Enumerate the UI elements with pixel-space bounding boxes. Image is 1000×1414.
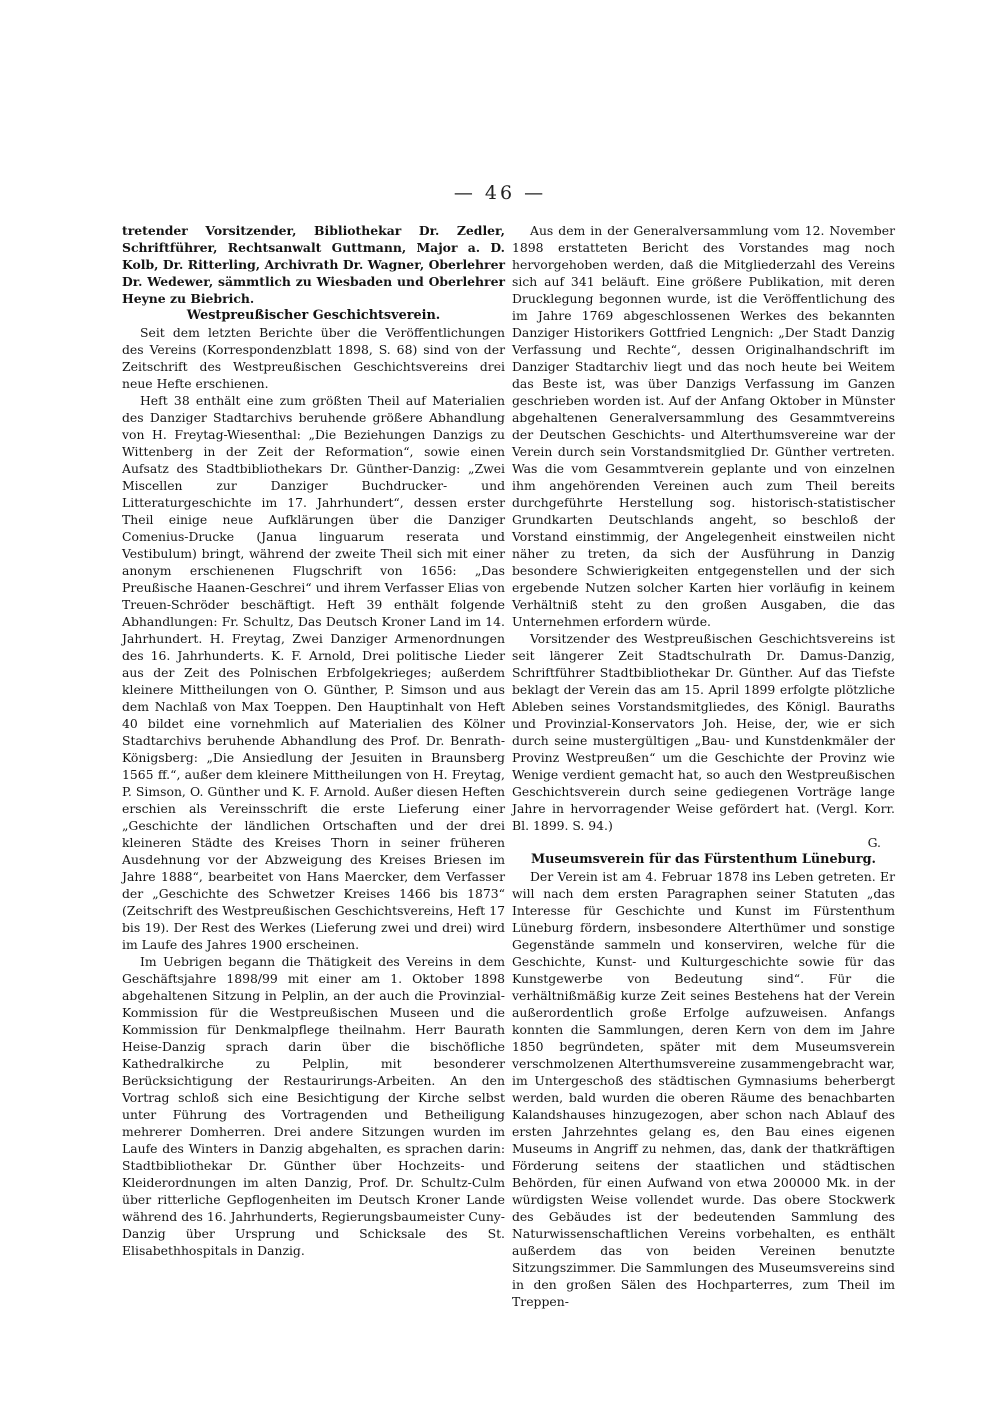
- right-column: [512, 222, 895, 1310]
- paragraph: Vorsitzender des Westpreußischen Geschichtsvereins ist seit längerer Zeit Stadtschulrath Dr. Damus-Danzig, Schriftführer Stadtbibliothekar Dr. Günther. Auf das Tiefste beklagt der Verein das am 15. April 1899 erfolgte plötzliche Ableben seines Vorstandsmitgliedes, des Königl. Bauraths und Provinzial-Konservators Joh. Heise, der, wie er sich durch seine mustergültigen „Bau- und Kunstdenkmäler der Provinz Westpreußen“ um die Geschichte der Provinz wie Wenige verdient gemacht hat, so auch den Westpreußischen Geschichtsverein durch seine gediegenen Vorträge lange Jahre in hervorragender Weise gefördert hat. (Vergl. Korr. Bl. 1899. S. 94.): [512, 631, 895, 833]
- paragraph: Heft 38 enthält eine zum größten Theil auf Materialien des Danziger Stadtarchivs beruhende größere Abhandlung von H. Freytag-Wiesenthal: „Die Beziehungen Danzigs zu Wittenberg in der Zeit der Reformation“, sowie einen Aufsatz des Stadtbibliothekars Dr. Günther-Danzig: „Zwei Miscellen zur Danziger Buchdrucker- und Litteraturgeschichte im 17. Jahrhundert“, dessen erster Theil einige neue Aufklärungen über die Danziger Comenius-Drucke (Janua linguarum reserata und Vestibulum) bringt, während der zweite Theil sich mit einer anonym erschienenen Flugschrift von 1656: „Das Preußische Haanen-Geschrei“ und ihrem Verfasser Elias von Treuen-Schröder beschäftigt. Heft 39 enthält folgende Abhandlungen: Fr. Schultz, Das Deutsch Kroner Land im 14. Jahrhundert. H. Freytag, Zwei Danziger Armenordnungen des 16. Jahrhunderts. K. F. Arnold, Drei politische Lieder aus der Zeit des Polnischen Erbfolgekrieges; außerdem kleinere Mittheilungen von O. Günther, P. Simson und aus dem Nachlaß von Max Toeppen. Den Hauptinhalt von Heft 40 bildet eine vornehmlich auf Materialien des Kölner Stadtarchivs beruhende Abhandlung des Prof. Dr. Benrath-Königsberg: „Die Ansiedlung der Jesuiten in Braunsberg 1565 ff.“, außer dem kleinere Mittheilungen von H. Freytag, P. Simson, O. Günther und K. F. Arnold. Außer diesen Heften erschien als Vereinsschrift die erste Lieferung einer „Geschichte der ländlichen Ortschaften und der drei kleineren Städte des Kreises Thorn in seiner früheren Ausdehnung vor der Abzweigung des Kreises Briesen im Jahre 1888“, bearbeitet von Hans Maercker, dem Verfasser der „Geschichte des Schwetzer Kreises 1466 bis 1873“ (Zeitschrift des Westpreußischen Geschichtsvereins, Heft 17 bis 19). Der Rest des Werkes (Lieferung zwei und drei) wird im Laufe des Jahres 1900 erscheinen.: [122, 393, 505, 952]
- section-heading-museumsverein: Museumsverein für das Fürstenthum Lüneburg.: [531, 852, 876, 867]
- section-heading-westpreussischer: Westpreußischer Geschichtsverein.: [186, 308, 441, 323]
- paragraph: Aus dem in der Generalversammlung vom 12. November 1898 erstatteten Bericht des Vorstandes mag noch hervorgehoben werden, daß die Mitgliederzahl des Vereins sich auf 341 beläuft. Eine größere Publikation, mit deren Drucklegung begonnen wurde, ist die Veröffentlichung des im Jahre 1769 abgeschlossenen Werkes des bekannten Danziger Historikers Gottfried Lengnich: „Der Stadt Danzig Verfassung und Rechte“, dessen Originalhandschrift im Danziger Stadtarchiv liegt und das noch heute bei Weitem das Beste ist, was über Danzigs Verfassung im Ganzen geschrieben worden ist. Auf der Anfang Oktober in Münster abgehaltenen Generalversammlung des Gesammtvereins der Deutschen Geschichts- und Alterthumsvereine war der Verein durch sein Vorstandsmitglied Dr. Günther vertreten. Was die vom Gesammtverein geplante und von einzelnen ihm angehörenden Vereinen auch zum Theil bereits durchgeführte Herstellung sog. historisch-statistischer Grundkarten Deutschlands angeht, so beschloß der Vorstand einstimmig, der Angelegenheit einstweilen nicht näher zu treten, da sich der Ausführung in Danzig besondere Schwierigkeiten entgegenstellen und der sich ergebende Nutzen solcher Karten hier vorläufig in keinem Verhältniß steht zu den großen Ausgaben, die das Unternehmen erfordern würde.: [512, 223, 895, 629]
- intro-paragraph: tretender Vorsitzender, Bibliothekar Dr. Zedler, Schriftführer, Rechtsanwalt Guttmann, Major a. D. Kolb, Dr. Ritterling, Archivrath Dr. Wagner, Oberlehrer Dr. Wedewer, sämmtlich zu Wiesbaden und Oberlehrer Heyne zu Biebrich.: [122, 223, 505, 306]
- left-column: [122, 222, 505, 1259]
- paragraph: Der Verein ist am 4. Februar 1878 ins Leben getreten. Er will nach dem ersten Paragraphen seiner Statuten „das Interesse für Geschichte und Kunst im Fürstenthum Lüneburg fördern, insbesondere Alterthümer und sonstige Gegenstände sammeln und konserviren, welche für die Geschichte, Kunst- und Kulturgeschichte sowie für das Kunstgewerbe von Bedeutung sind“. Für die verhältnißmäßig kurze Zeit seines Bestehens hat der Verein außerordentlich große Erfolge aufzuweisen. Anfangs konnten die Sammlungen, deren Kern von dem im Jahre 1850 begründeten, später mit dem Museumsverein verschmolzenen Alterthumsvereine zusammengebracht war, im Untergeschoß des städtischen Gymnasiums beherbergt werden, bald wurden die oberen Räume des benachbarten Kalandshauses hinzugezogen, aber schon nach Ablauf des ersten Jahrzehntes gelang es, den Bau eines eigenen Museums in Angriff zu nehmen, das, dank der thatkräftigen Förderung seitens der staatlichen und städtischen Behörden, für einen Aufwand von etwa 200000 Mk. in der würdigsten Weise vollendet wurde. Das obere Stockwerk des Gebäudes ist der bedeutenden Sammlung des Naturwissenschaftlichen Vereins vorbehalten, es enthält außerdem das von beiden Vereinen benutzte Sitzungszimmer. Die Sammlungen des Museumsvereins sind in den großen Sälen des Hochparterres, zum Theil im Treppen-: [512, 869, 895, 1309]
- paragraph: Seit dem letzten Berichte über die Veröffentlichungen des Vereins (Korrespondenzblatt 1898, S. 68) sind von der Zeitschrift des Westpreußischen Geschichtsvereins drei neue Hefte erschienen.: [122, 325, 505, 391]
- author-signature: G.: [867, 835, 881, 850]
- paragraph: Im Uebrigen begann die Thätigkeit des Vereins in dem Geschäftsjahre 1898/99 mit einer am 1. Oktober 1898 abgehaltenen Sitzung in Pelplin, an der auch die Provinzial-Kommission für die Westpreußischen Museen und die Kommission für Denkmalpflege theilnahm. Herr Baurath Heise-Danzig sprach darin über die bischöfliche Kathedralkirche zu Pelplin, mit besonderer Berücksichtigung der Restaurirungs-Arbeiten. An den Vortrag schloß sich eine Besichtigung der Kirche selbst unter Führung des Vortragenden und Betheiligung mehrerer Domherren. Drei andere Sitzungen wurden im Laufe des Winters in Danzig abgehalten, es sprachen darin: Stadtbibliothekar Dr. Günther über Hochzeits- und Kleiderordnungen im alten Danzig, Prof. Dr. Schultz-Culm über ritterliche Gepflogenheiten im Deutsch Kroner Lande während des 16. Jahrhunderts, Regierungsbaumeister Cuny-Danzig über Ursprung und Schicksale des St. Elisabethhospitals in Danzig.: [122, 954, 505, 1258]
- page-number: — 46 —: [453, 182, 547, 204]
